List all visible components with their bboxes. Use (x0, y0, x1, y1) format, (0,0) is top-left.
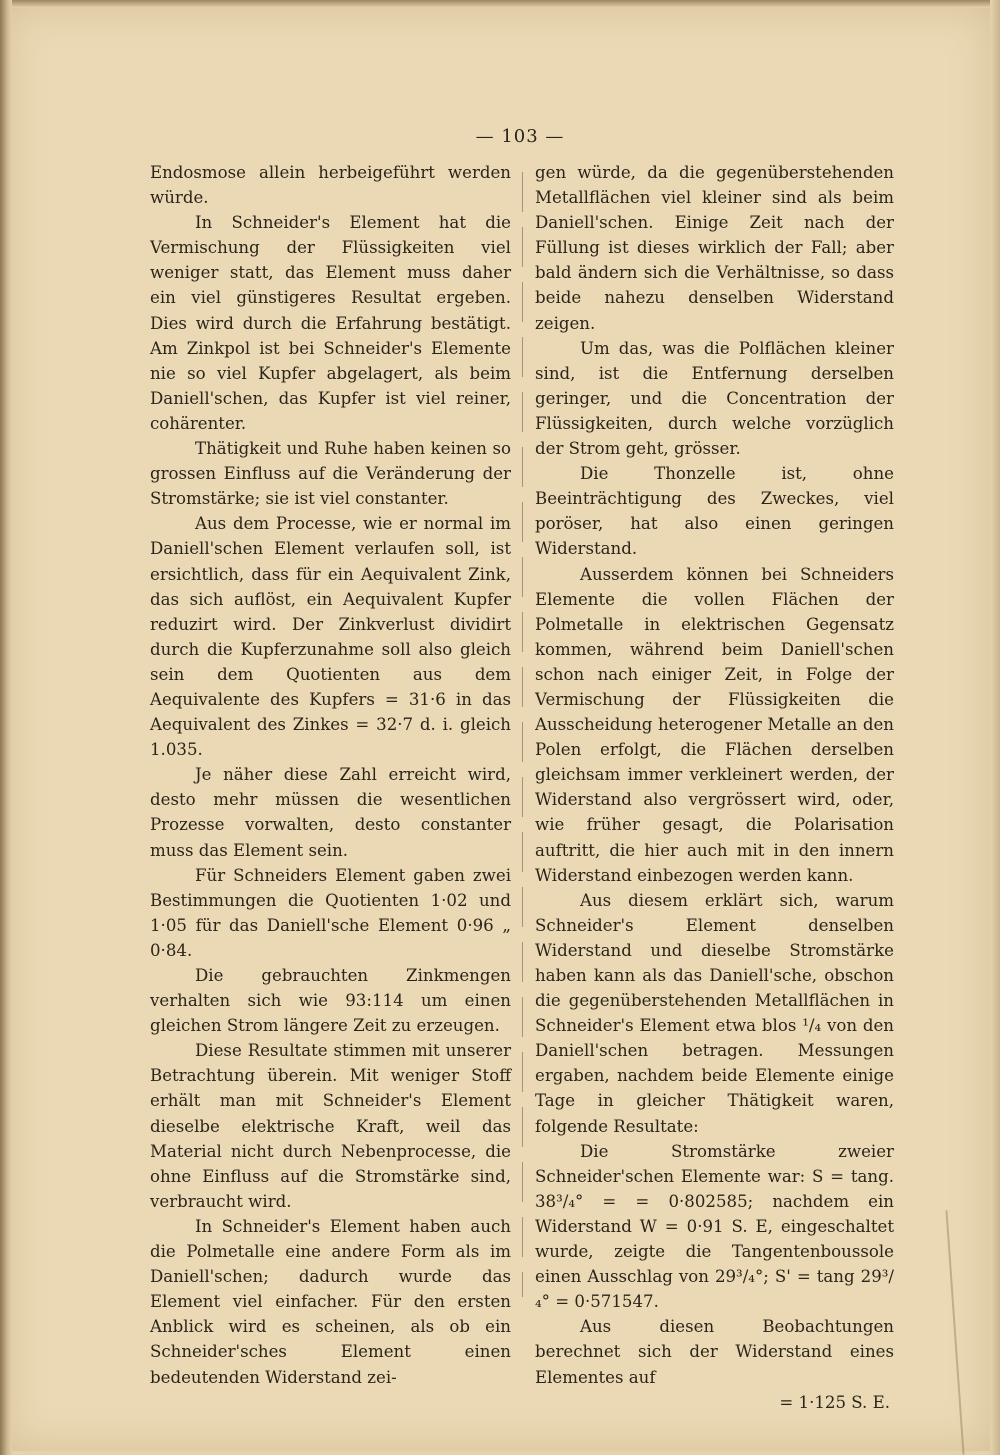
left-paragraph: Je näher diese Zahl erreicht wird, desto mehr müssen die wesentlichen Prozesse vorwalten, desto constanter muss das Element sein. (150, 765, 511, 860)
left-paragraph: Thätigkeit und Ruhe haben keinen so grossen Einfluss auf die Veränderung der Stromstärke; sie ist viel constanter. (150, 439, 511, 509)
paper-right-edge (990, 0, 1000, 1455)
left-column (150, 160, 511, 1390)
left-paragraph: Aus dem Processe, wie er normal im Daniell'schen Element verlaufen soll, ist ersichtlich, dass für ein Aequivalent Zink, das sich auflöst, ein Aequivalent Kupfer reduzirt wird. Der Zinkverlust dividirt durch die Kupferzunahme soll also gleich sein dem Quotienten aus dem Aequivalente des Kupfers = 31·6 in das Aequivalent des Zinkes = 32·7 d. i. gleich 1.035. (150, 514, 511, 760)
left-paragraph: In Schneider's Element hat die Vermischung der Flüssigkeiten viel weniger statt, das Element muss daher ein viel günstigeres Resultat ergeben. Dies wird durch die Erfahrung bestätigt. Am Zinkpol ist bei Schneider's Elemente nie so viel Kupfer abgelagert, als beim Daniell'schen, das Kupfer ist viel reiner, cohärenter. (150, 213, 511, 433)
paper-top-edge (0, 0, 1000, 8)
right-paragraph: gen würde, da die gegenüberstehenden Metallflächen viel kleiner sind als beim Daniell'schen. Einige Zeit nach der Füllung ist dieses wirklich der Fall; aber bald ändern sich die Verhältnisse, so dass beide nahezu denselben Widerstand zeigen. (535, 163, 894, 333)
left-paragraph: Die gebrauchten Zinkmengen verhalten sich wie 93:114 um einen gleichen Strom längere Zeit zu erzeugen. (150, 966, 511, 1036)
right-paragraph: Die Thonzelle ist, ohne Beeinträchtigung des Zweckes, viel poröser, hat also einen geringen Widerstand. (535, 464, 894, 559)
right-paragraph: Aus diesen Beobachtungen berechnet sich der Widerstand eines Elementes auf (535, 1317, 894, 1387)
page-number: — 103 — (475, 126, 565, 147)
resistance-result: = 1·125 S. E. (779, 1392, 890, 1412)
left-paragraph: Endosmose allein herbeigeführt werden würde. (150, 163, 511, 208)
left-paragraph: Für Schneiders Element gaben zwei Bestimmungen die Quotienten 1·02 und 1·05 für das Daniell'sche Element 0·96 „ 0·84. (150, 865, 511, 960)
right-paragraph: Die Stromstärke zweier Schneider'schen Elemente war: S = tang. 38³/₄° = = 0·802585; nachdem ein Widerstand W = 0·91 S. E, eingeschaltet wurde, zeigte die Tangentenboussole einen Ausschlag von 29³/₄°; S' = tang 29³/₄° = 0·571547. (535, 1141, 894, 1312)
left-paragraph: In Schneider's Element haben auch die Polmetalle eine andere Form als im Daniell'schen; dadurch wurde das Element viel einfacher. Für den ersten Anblick wird es scheinen, als ob ein Schneider'sches Element einen bedeutenden Widerstand zei- (150, 1216, 511, 1387)
binding-edge (0, 0, 12, 1455)
right-paragraph: Um das, was die Polflächen kleiner sind, ist die Entfernung derselben geringer, und die Concentration der Flüssigkeiten, durch welche vorzüglich der Strom geht, grösser. (535, 338, 894, 459)
right-column (535, 160, 894, 1415)
right-paragraph: Aus diesem erklärt sich, warum Schneider's Element denselben Widerstand und dieselbe Stromstärke haben kann als das Daniell'sche, obschon die gegenüberstehenden Metallflächen in Schneider's Element etwa blos ¹/₄ von den Daniell'schen betragen. Messungen ergaben, nachdem beide Elemente einige Tage in gleicher Thätigkeit waren, folgende Resultate: (535, 890, 894, 1136)
left-paragraph: Diese Resultate stimmen mit unserer Betrachtung überein. Mit weniger Stoff erhält man mit Schneider's Element dieselbe elektrische Kraft, weil das Material nicht durch Nebenprocesse, die ohne Einfluss auf die Stromstärke sind, verbraucht wird. (150, 1041, 511, 1211)
right-paragraph: Ausserdem können bei Schneiders Elemente die vollen Flächen der Polmetalle in elektrischen Gegensatz kommen, während beim Daniell'schen schon nach einiger Zeit, in Folge der Vermischung der Flüssigkeiten die Ausscheidung heterogener Metalle an den Polen erfolgt, die Flächen derselben gleichsam immer verkleinert werden, der Widerstand also vergrössert wird, oder, wie früher gesagt, die Polarisation auftritt, die hier auch mit in den innern Widerstand einbezogen werden kann. (535, 564, 894, 885)
column-divider (522, 172, 523, 1297)
